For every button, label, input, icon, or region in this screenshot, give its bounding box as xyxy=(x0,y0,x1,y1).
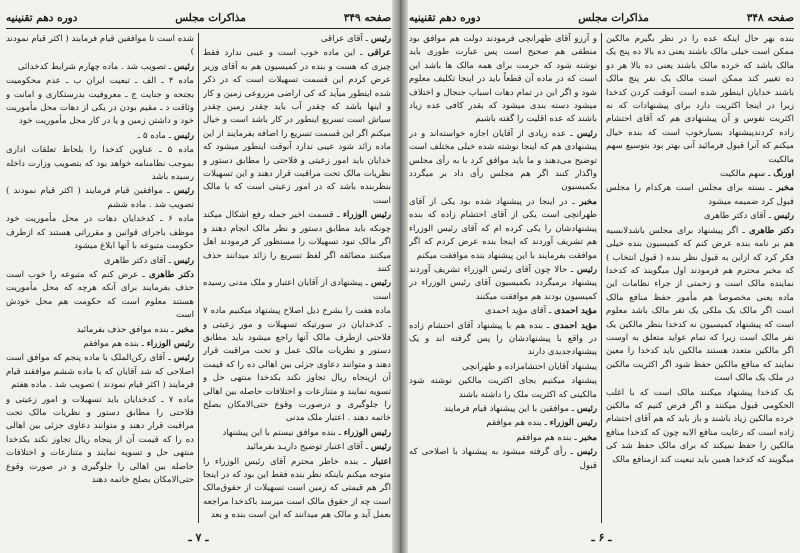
paragraph-text: ـ بنده هم موافقم xyxy=(83,338,144,349)
left-page-columns xyxy=(6,33,391,523)
paragraph xyxy=(409,361,597,374)
right-page-columns xyxy=(409,33,794,523)
speaker-name: رئیس الوزراء xyxy=(343,427,391,438)
paragraph-text: ماده ۴ ـ الف ـ تبعیت ایران ب ـ عدم محکومیت بجنحه و جنایت ج ـ معروفیت بدرستکاری و امانت و وثاقت د ـ مقیم بودن در یکی از دهات محل مأموریت خود و داشتن زمین و یا در کار محل مأموریت خود xyxy=(6,76,194,127)
paragraph xyxy=(6,338,194,351)
speaker-name: عراقی xyxy=(367,48,391,59)
speaker-name: دکتر طاهری xyxy=(748,225,794,236)
paragraph-text: ـ بنده هم با پیشنهاد آقای احتشام زاده در واقع با پیشنهادشان را پس گرفته اند و یک پیشنهادجدیدی دارند xyxy=(409,320,597,358)
speaker-name: رئیس xyxy=(173,130,194,141)
speaker-name: مؤید احمدی xyxy=(554,306,597,317)
paragraph-text: ـ عرض کنم که متبوعه را خوب است حذف بفرمایند برای آنکه هرچه که محل مأموریت هستند معلوم است که حکومت هم محل خودش است xyxy=(6,269,194,321)
paragraph xyxy=(606,225,794,386)
paragraph-text: ـ موافقین با این پیشنهاد قیام فرمایند xyxy=(444,403,575,414)
paragraph-text: ـ بنده موافق نیستم با این پیشنهاد xyxy=(222,427,341,438)
speaker-name: اعتبار xyxy=(371,456,391,467)
paragraph-text: ـ آقای دکتر طاهری xyxy=(103,255,172,266)
paragraph xyxy=(203,441,391,454)
speaker-name: رئیس xyxy=(370,442,391,453)
paragraph xyxy=(6,144,194,184)
paragraph xyxy=(6,75,194,129)
paragraph xyxy=(409,264,597,304)
speaker-name: رئیس xyxy=(576,447,597,458)
speaker-name: مخبر xyxy=(776,183,794,194)
speaker-name: رئیس xyxy=(173,61,194,72)
paragraph-text: ـ بسته برای مجلس است هرکدام را مجلس قبول کرد ضمیمه میشود xyxy=(606,183,794,207)
paragraph xyxy=(606,210,794,223)
paragraph xyxy=(409,432,597,445)
left-page-header xyxy=(6,10,391,26)
paragraph-text: بنده بهر حال اینکه عده را در نظر بگیرم مالکین ممکن است خیلی مالک باشند یعنی ده بالا ده پنج یک مالک باشد که خرده مالک باشند یعنی ده بالا هر دو ده تغییر کند ممکن است مالک یک نفر پنج مالک باشند خدایان اینطور شده است آنوقت کردن کدخدا زیرا در اینجا اکثریت دارد برای پیشنهادات که نه اکثریت نفوس و آن پیشنهادی هم که آقای احتشام زاده کردندپیشنهاد بسیارخوب است که بنده خیال میکنم که آنرا قبول فرمائید آنی بهتر بود بتوسیع سهم مالکیت xyxy=(606,34,794,165)
paragraph-text: ماده ۵ ـ عناوین کدخدا را بلحاظ تعلقات اداری بموجب نظامنامه خواهد بود که بتصویب وزارت داخله رسیده باشد xyxy=(6,145,194,183)
paragraph xyxy=(203,277,391,304)
speaker-name: رئیس xyxy=(173,186,194,197)
paragraph xyxy=(409,403,597,416)
paragraph xyxy=(6,394,194,488)
paragraph xyxy=(409,446,597,473)
paragraph-text: ـ بنده هم موافقم xyxy=(516,432,577,443)
left-page xyxy=(6,6,391,546)
session-label: دوره دهم تقنینیه xyxy=(409,12,481,24)
paragraph-text: ـ عده زیادی از آقایان اجازه خواسته‌اند و در پیشنهادی هم که اینجا نوشته شده خیلی مختلف است توضیح می‌دهند و ما باید موافق کرد با به رأی مجلس واگذار کنند اگر هم مجلس رأی داد بر میگردد بکمیسیون xyxy=(409,128,597,193)
paragraph xyxy=(6,324,194,337)
page-footer: ـ ۶ ـ xyxy=(591,531,612,544)
text-column-left xyxy=(6,33,194,523)
paragraph xyxy=(6,352,194,392)
paragraph-text: ـ بنده موافق حذف بفرمائید xyxy=(76,324,174,335)
paragraph-text: ماده هفت را بشرح ذیل اصلاح پیشنهاد میکنیم ماده ۷ ـ کدخدایان در سورتیکه تسهیلات و مور زعیتی و فلاحتی ازطرف مالک آنها راجع میشود باید مطابق دستور و نظریات مالک عمل و تحت مراقبت قرار دهند و متوانند دعاوی جزئی بین اهالی ده را که قیمت آن ازپنجاه ریال تجاوز نکند بکدخدا منتهی حل و تسویه نمایند و متنازعات و اختلافات حاصله بین اهالی را جلوگیری و درصورت وقوع حتی‌الامکان بصلح خاتمه دهند . اعتبار ملک مدنی xyxy=(203,306,391,424)
paragraph-text: ـ قسمت اخیر جمله رفع اشکال میکند چونکه باید مطابق دستور و نظر مالک انجام دهند و اگر مالک تبود تسهیلات را مستظور کر فرمودند اهل میکنند مضائقه اگر لفظ تسریع را زائد میدانند حذف کنند xyxy=(203,210,391,274)
header-rule xyxy=(409,28,794,29)
paragraph xyxy=(203,456,391,523)
paragraph xyxy=(6,61,194,74)
paragraph xyxy=(409,320,597,360)
right-page-header xyxy=(409,10,794,26)
paragraph xyxy=(203,305,391,426)
speaker-name: رئیس xyxy=(370,278,391,289)
speaker-name: رئیس الوزراء xyxy=(342,210,391,221)
page-title: مذاکرات مجلس xyxy=(578,12,649,24)
speaker-name: رئیس الوزراء xyxy=(146,338,194,349)
paragraph xyxy=(6,130,194,143)
paragraph-text: ـ آقای عراقی xyxy=(320,34,369,44)
paragraph xyxy=(409,305,597,318)
paragraph xyxy=(409,375,597,402)
speaker-name: رئیس xyxy=(173,353,194,364)
paragraph xyxy=(606,33,794,167)
paragraph xyxy=(409,128,597,195)
column-divider xyxy=(601,33,602,523)
speaker-name: رئیس xyxy=(576,403,597,414)
paragraph-text: و آرزو آقای طهرانچی فرمودند دولت هم موافق بود منطقی هم صحیح است پس عبارت طوری باید نوشته شود که حرمت برای همه مالک ها باشد این است که در ماده آن قطعاً باید در اینجا تکلیف معلوم شود و اگر این در تمام دهات اسباب جنجال و اختلاف میشود دسته بندی میشود که بقدر کافی عده زیاد باشند که عده اقلیت را گفته باشیم xyxy=(409,34,597,125)
paragraph-text: ـ اگر پیشنهاد برای مجلس باشدلابسیه هم بر نامه بنده عرض کنم که کمیسیون بنده خیلی فکر کرد که ازاین به قبول نظر بنده ( قبول انتخاب ) که مخبر محترم هم فرمودند اول میگویند که کدخدا نماینده مالک است و زحمتی از جراء نظامات این ماده یعنی مخصوصا هم مأمور حفظ منافع مالک است اگر مالک یک ملکی یک نفر مالک باشد معلوم است که پیشنهاد کمیسیون نه کدخدا بنظر مالکین یک نفر مالک است زیرا که تمام عواید متعلق به اوست اگر مالکین متعدد هستند مالکین باید کدخدا را معین نمایند که منافع مالکین حفظ شود اگر اکثریت مالکین در ملک یک مالک است xyxy=(606,225,794,384)
column-divider xyxy=(198,33,199,523)
session-label: دوره دهم تقنینیه xyxy=(6,12,78,24)
paragraph xyxy=(6,269,194,323)
paragraph xyxy=(6,213,194,253)
paragraph-text: ـ موافقین قیام فرمایند ( اکثر قیام نمودند ) تصویب شد . ماده ششم xyxy=(6,186,194,210)
paragraph-text: ماده ۷ ـ کدخدایان باید تسهیلات و امور زعیتی و فلاحتی را مطابق دستور و نظریات مالک تحت مراقبت قرار دهند و متوانند دعاوی جزئی بین اهالی ده را که قیمت آن از پنجاه ریال تجاوز نکند بکدخدا منتهی حل و تسویه نمایند و متنازعات و اختلافات حاصله بین اهالی را جلوگیری و در صورت وقوع حتی‌الامکان بصلح خاتمه دهند xyxy=(6,394,194,485)
paragraph xyxy=(6,185,194,212)
paragraph xyxy=(203,33,391,46)
paragraph xyxy=(409,417,597,430)
paragraph-text: ـ تصویب شد . ماده چهارم شرایط کدخدائی xyxy=(17,61,172,72)
paragraph-text: ـ پیشنهادی از آقایان اعتبار و ملک مدنی رسیده است xyxy=(203,278,391,302)
speaker-name: رئیس xyxy=(576,128,597,139)
text-column-right xyxy=(606,33,794,523)
paragraph-text: ـ آقای اعتبار توضیح داریـد بفرمائید xyxy=(246,442,369,453)
speaker-name: رئیس xyxy=(173,255,194,266)
text-column-right xyxy=(203,33,391,523)
speaker-name: رئیس الوزراء xyxy=(549,418,597,429)
speaker-name: رئیس xyxy=(370,34,391,44)
paragraph-text: ـ رأی گرفته میشود به پیشنهاد با اصلاحی که قبول xyxy=(409,447,597,471)
page-title: مذاکرات مجلس xyxy=(175,12,246,24)
paragraph-text: بک کدخدا پیشنهاد میکنند مالک است که با اغلب الحکومی قبول میکنند و اگر فرض کنیم که مالکین خرده مالکین زیاد باشند و باز باید که هم آقای احتشام زاده است که رعایت منافع الابه چون که کدخدا منافع مالکین را حفظ نمیکند که برای مالک حفظ شد کی میگویند که کدخدا همین باید تبعیت کند ازمنافع مالک xyxy=(606,387,794,465)
page-footer: ـ ۷ ـ xyxy=(188,531,209,544)
paragraph xyxy=(409,196,597,263)
speaker-name: اورنگ xyxy=(773,169,794,180)
paragraph xyxy=(606,182,794,209)
paragraph xyxy=(203,427,391,440)
right-page xyxy=(409,6,794,546)
speaker-name: مخبر xyxy=(579,432,597,443)
paragraph-text: شده است تا موافقین قیام فرمایند ( اکثر قیام نمودند ) xyxy=(6,34,194,58)
paragraph xyxy=(606,387,794,467)
paragraph-text: ـ در اینجا در پیشنهاد شده بود یکی از آقای طهرانچی است یکی از آقای احتشام زاده که بنده پیشنهادشان را یکی کرده ام که آقای رئیس الوزراء هم تشریف آوردند که اینجا بنده عرض کردم که اگر موافقت بفرمایند با این پیشنهاد بنده موافقت میکنم xyxy=(409,196,597,261)
paragraph-text: ـ حالا چون آقای رئیس الوزراء تشریف آوردند پیشنهاد برمیگردد بکمیسیون آقای رئیس الوزراء در کمیسیون بودند هم موافقت میکنند xyxy=(409,264,597,302)
paragraph xyxy=(203,209,391,276)
book-gutter xyxy=(392,0,408,553)
speaker-name: مخبر xyxy=(579,196,597,207)
speaker-name: رئیس xyxy=(576,264,597,275)
paragraph-text: ـ آقای رکن‌الملک با ماده پنجم که موافق است اصلاحی که شد آقایان که با ماده ششم موافقند قیام فرمایند ( اکثر قیام نمودند ) تصویب شد . ماده هفتم xyxy=(6,353,194,391)
text-column-left xyxy=(409,33,597,523)
paragraph xyxy=(6,33,194,60)
speaker-name: دکتر طاهری xyxy=(148,269,194,280)
speaker-name: مخبر xyxy=(176,324,194,335)
paragraph xyxy=(606,168,794,181)
paragraph-text: ـ آقای مؤید احمدی xyxy=(485,306,552,317)
paragraph xyxy=(6,255,194,268)
paragraph-text: پیشنهاد میکنیم بجای اکثریت مالکین نوشته شود مالکینی که اکثریت ملک را داشته باشند xyxy=(409,376,597,400)
paragraph-text: ـ سهم مالکیت xyxy=(720,169,771,180)
paragraph-text: ـ بنده هم موافقم xyxy=(486,418,547,429)
page-number: صفحه ۳۴۸ xyxy=(746,12,794,24)
paragraph-text: پیشنهاد آقایان احتشامزاده و طهرانچی xyxy=(462,361,597,372)
header-rule xyxy=(6,28,391,29)
page-number: صفحه ۳۴۹ xyxy=(343,12,391,24)
paragraph-text: ـ آقای دکتر طاهری xyxy=(703,211,772,222)
paragraph-text: ـ بنده خاطر محترم آقای رئیس الوزراء را متوجه میکنم باینکه نظر بنده فقط این بود که در اینجا اگر هم قیمتی که زمین است تسهیلات از حقوق‌مالک است چه از حقوق مالک است میرسد باکدخدا مراجعه بعمل آید و مالک هم میدانند که این است بنده و بعد xyxy=(203,456,391,521)
paragraph-text: ـ ماده ۵ ـ xyxy=(137,130,172,141)
speaker-name: رئیس xyxy=(773,211,794,222)
paragraph xyxy=(409,33,597,127)
paragraph xyxy=(203,47,391,208)
speaker-name: مؤید احمدی xyxy=(553,320,597,331)
paragraph-text: ـ این ماده خوب است و عیبی ندارد فقط چیزی که هست و بنده در کمیسیون هم به آقای وزیر عرض کردم این قسمت تسهیلات است که در ذکر شده اینطور میآید که کی اراضی مزروعی زمین و کار و اینها باشد که چقدر آب باید چقدر زمین چقدر سیاش است تسریع اینطور در کار باشد است و خیال میکنم اگر این قسمت تسریع را اضافه بفرمایند از این ماده زائد شود عیبی ندارد آنوقت اینطور میشود که خدایان باید امور زعیتی و فلاحتی را مطابق دستور و نظریات مالک تحت مراقبت قرار دهند و این تسهیلات بنظربنده باشد که در امور زعیتی است که با مالک است xyxy=(203,48,391,206)
paragraph-text: ماده ۶ ـ کدخدایان دهات در محل مأموریت خود موظف باجرای قوانین و مقرراتی هستند که ازطرف حکومت متبوعه با آنها ابلاغ میشود xyxy=(6,214,194,252)
